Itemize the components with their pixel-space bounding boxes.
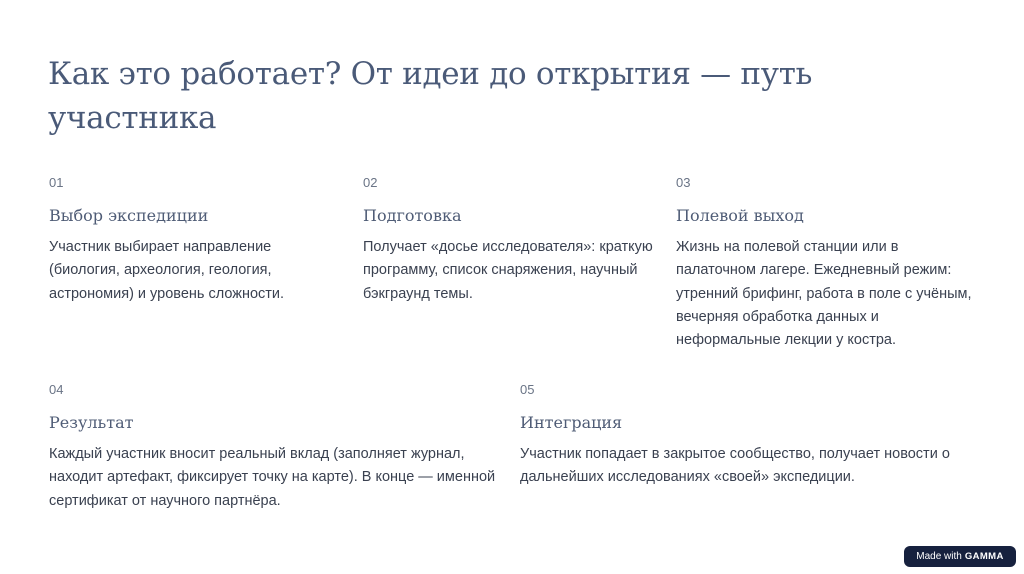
- step-heading: Интеграция: [520, 413, 623, 432]
- step-description: Участник выбирает направление (биология, археология, геология, астрономия) и уровень сложности.: [49, 239, 285, 302]
- step-3: [676, 175, 976, 352]
- step-description: Каждый участник вносит реальный вклад (заполняет журнал, находит артефакт, фиксирует точку на карте). В конце — именной сертификат от научного партнёра.: [49, 446, 496, 509]
- slide-title: Как это работает? От идеи до открытия — путь участника: [48, 56, 813, 136]
- badge-prefix: Made with: [916, 551, 962, 562]
- step-number: 03: [676, 175, 691, 190]
- step-number: 02: [363, 175, 378, 190]
- step-heading: Полевой выход: [676, 206, 804, 225]
- step-number: 01: [49, 175, 64, 190]
- step-description: Участник попадает в закрытое сообщество, получает новости о дальнейших исследованиях «своей» экспедиции.: [520, 446, 950, 486]
- step-heading: Результат: [49, 413, 134, 432]
- step-heading: Выбор экспедиции: [49, 206, 209, 225]
- step-description: Жизнь на полевой станции или в палаточном лагере. Ежедневный режим: утренний брифинг, работа в поле с учёным, вечерняя обработка данных и неформальные лекции у костра.: [676, 239, 972, 349]
- made-with-gamma-badge[interactable]: [904, 546, 1016, 567]
- gamma-logo: GAMMA: [964, 551, 1004, 562]
- step-number: 04: [49, 382, 64, 397]
- step-4: [49, 382, 499, 513]
- step-description: Получает «досье исследователя»: краткую программу, список снаряжения, научный бэкграунд темы.: [363, 239, 653, 302]
- step-1: [49, 175, 339, 306]
- step-heading: Подготовка: [363, 206, 462, 225]
- step-5: [520, 382, 980, 490]
- step-number: 05: [520, 382, 535, 397]
- step-2: [363, 175, 663, 306]
